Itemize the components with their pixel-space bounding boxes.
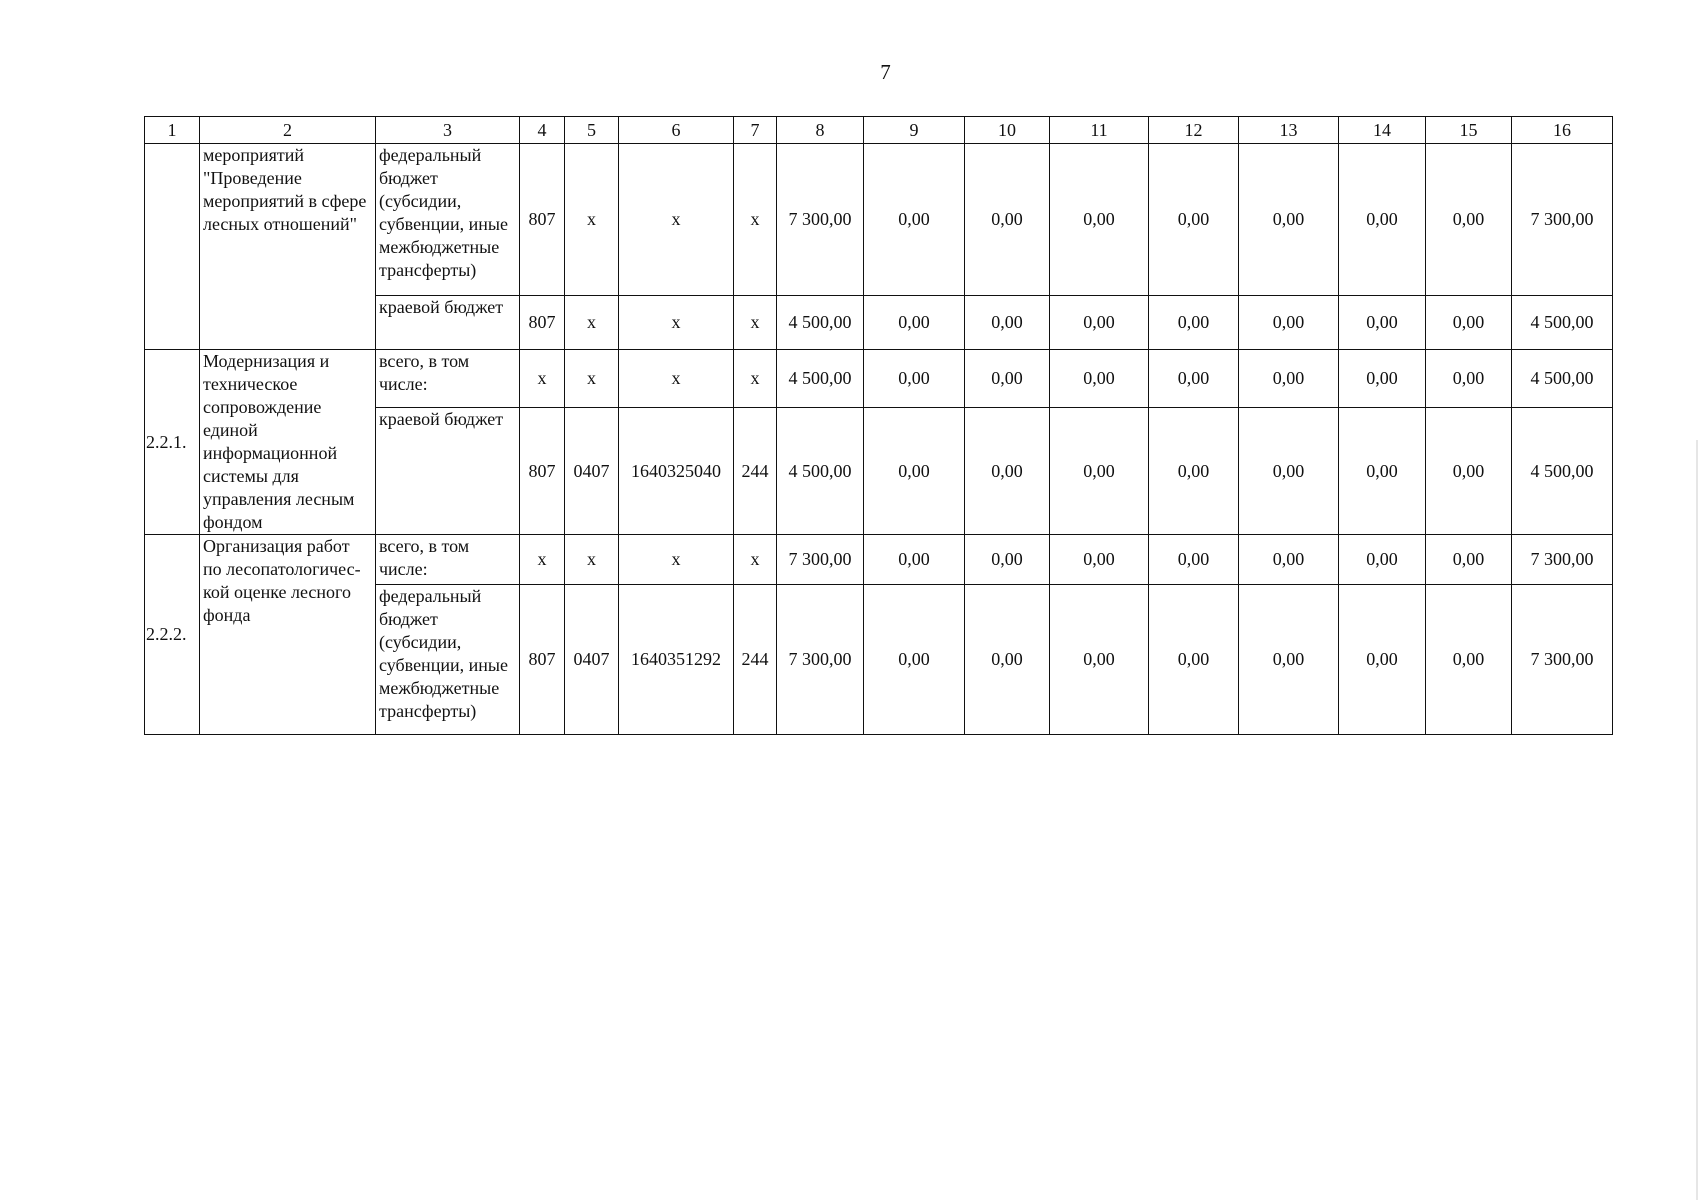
amount-cell: 0,00: [1339, 296, 1426, 350]
code-c7: x: [734, 296, 777, 350]
column-header: 2: [200, 117, 376, 144]
amount-cell: 0,00: [1149, 585, 1239, 735]
code-c7: 244: [734, 585, 777, 735]
column-header: 11: [1050, 117, 1149, 144]
amount-cell: 0,00: [1149, 408, 1239, 535]
code-c5: x: [565, 535, 619, 585]
column-header: 12: [1149, 117, 1239, 144]
amount-cell: 0,00: [1426, 144, 1512, 296]
item-number: [145, 144, 200, 350]
item-name: мероприятий "Проведение мероприятий в сфере лесных отношений": [200, 144, 376, 350]
amount-cell: 0,00: [1426, 296, 1512, 350]
amount-cell: 4 500,00: [777, 296, 864, 350]
column-header: 3: [376, 117, 520, 144]
amount-cell: 0,00: [1050, 585, 1149, 735]
amount-cell: 7 300,00: [777, 585, 864, 735]
funding-source: федеральный бюджет (субсидии, субвенции, иные межбюджетные трансферты): [376, 144, 520, 296]
column-header: 1: [145, 117, 200, 144]
column-header: 5: [565, 117, 619, 144]
page-number: 7: [880, 60, 891, 84]
column-header: 8: [777, 117, 864, 144]
code-c4: x: [520, 350, 565, 408]
amount-cell: 0,00: [965, 350, 1050, 408]
code-c5: x: [565, 144, 619, 296]
item-name: Организация работ по лесопатологичес-кой оценке лесного фонда: [200, 535, 376, 735]
column-header: 6: [619, 117, 734, 144]
code-c5: 0407: [565, 585, 619, 735]
column-header: 16: [1512, 117, 1613, 144]
amount-cell: 4 500,00: [777, 408, 864, 535]
code-c7: x: [734, 535, 777, 585]
amount-cell: 0,00: [1339, 144, 1426, 296]
column-header: 7: [734, 117, 777, 144]
amount-cell: 0,00: [1426, 350, 1512, 408]
amount-cell: 0,00: [1050, 296, 1149, 350]
funding-source: краевой бюджет: [376, 296, 520, 350]
item-name: Модернизация и техническое сопровождение единой информационной системы для управления лесным фондом: [200, 350, 376, 535]
amount-cell: 0,00: [1239, 296, 1339, 350]
code-c7: 244: [734, 408, 777, 535]
amount-cell: 0,00: [864, 585, 965, 735]
amount-cell: 0,00: [1149, 144, 1239, 296]
column-header: 10: [965, 117, 1050, 144]
amount-cell: 0,00: [1426, 408, 1512, 535]
amount-cell: 7 300,00: [1512, 585, 1613, 735]
amount-cell: 0,00: [1239, 535, 1339, 585]
code-c5: x: [565, 296, 619, 350]
amount-cell: 0,00: [965, 296, 1050, 350]
funding-source: всего, в том числе:: [376, 535, 520, 585]
table-row: [145, 144, 1613, 296]
amount-cell: 0,00: [864, 535, 965, 585]
table-row: [145, 350, 1613, 408]
code-c4: 807: [520, 585, 565, 735]
code-c6: x: [619, 535, 734, 585]
amount-cell: 4 500,00: [777, 350, 864, 408]
code-c6: x: [619, 296, 734, 350]
amount-cell: 0,00: [1239, 585, 1339, 735]
amount-cell: 7 300,00: [1512, 144, 1613, 296]
code-c5: 0407: [565, 408, 619, 535]
code-c4: x: [520, 535, 565, 585]
amount-cell: 7 300,00: [777, 144, 864, 296]
amount-cell: 0,00: [965, 144, 1050, 296]
item-number: 2.2.2.: [145, 535, 200, 735]
amount-cell: 0,00: [1239, 408, 1339, 535]
funding-source: всего, в том числе:: [376, 350, 520, 408]
funding-source: федеральный бюджет (субсидии, субвенции, иные межбюджетные трансферты): [376, 585, 520, 735]
amount-cell: 0,00: [1339, 535, 1426, 585]
table-row: [145, 535, 1613, 585]
amount-cell: 7 300,00: [777, 535, 864, 585]
amount-cell: 4 500,00: [1512, 408, 1613, 535]
code-c7: x: [734, 350, 777, 408]
amount-cell: 0,00: [965, 585, 1050, 735]
column-header: 14: [1339, 117, 1426, 144]
amount-cell: 4 500,00: [1512, 296, 1613, 350]
amount-cell: 0,00: [1149, 535, 1239, 585]
budget-table: [144, 116, 1613, 735]
funding-source: краевой бюджет: [376, 408, 520, 535]
amount-cell: 0,00: [864, 350, 965, 408]
amount-cell: 0,00: [1149, 350, 1239, 408]
column-header: 13: [1239, 117, 1339, 144]
code-c6: 1640325040: [619, 408, 734, 535]
amount-cell: 0,00: [965, 535, 1050, 585]
amount-cell: 0,00: [864, 296, 965, 350]
code-c6: x: [619, 144, 734, 296]
amount-cell: 0,00: [1050, 350, 1149, 408]
code-c5: x: [565, 350, 619, 408]
amount-cell: 0,00: [1426, 535, 1512, 585]
header-row: [145, 117, 1613, 144]
code-c6: x: [619, 350, 734, 408]
amount-cell: 0,00: [1339, 408, 1426, 535]
amount-cell: 0,00: [1239, 350, 1339, 408]
amount-cell: 0,00: [1149, 296, 1239, 350]
amount-cell: 4 500,00: [1512, 350, 1613, 408]
amount-cell: 0,00: [1339, 585, 1426, 735]
code-c4: 807: [520, 408, 565, 535]
amount-cell: 0,00: [864, 408, 965, 535]
amount-cell: 7 300,00: [1512, 535, 1613, 585]
amount-cell: 0,00: [1050, 535, 1149, 585]
code-c4: 807: [520, 296, 565, 350]
item-number: 2.2.1.: [145, 350, 200, 535]
amount-cell: 0,00: [1050, 144, 1149, 296]
column-header: 4: [520, 117, 565, 144]
amount-cell: 0,00: [864, 144, 965, 296]
amount-cell: 0,00: [965, 408, 1050, 535]
column-header: 15: [1426, 117, 1512, 144]
amount-cell: 0,00: [1239, 144, 1339, 296]
code-c4: 807: [520, 144, 565, 296]
code-c6: 1640351292: [619, 585, 734, 735]
column-header: 9: [864, 117, 965, 144]
amount-cell: 0,00: [1426, 585, 1512, 735]
amount-cell: 0,00: [1050, 408, 1149, 535]
amount-cell: 0,00: [1339, 350, 1426, 408]
code-c7: x: [734, 144, 777, 296]
